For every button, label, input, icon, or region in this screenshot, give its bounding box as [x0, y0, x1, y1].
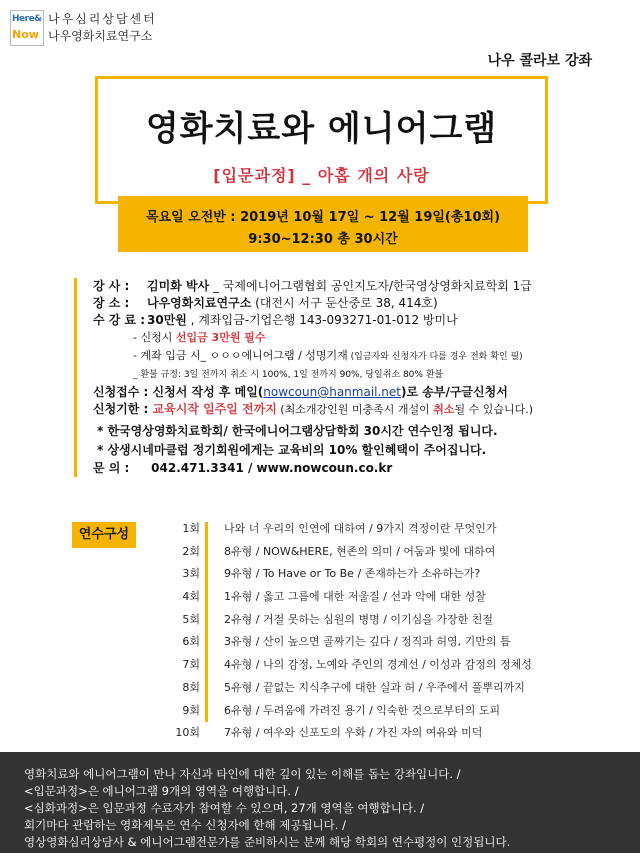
- session-number: 7회: [182, 658, 200, 672]
- footer-line: <심화과정>은 입문과정 수료자가 참여할 수 있으며, 27개 영역을 여행합니다. /: [24, 801, 425, 815]
- contact-value[interactable]: 042.471.3341 / www.nowcoun.co.kr: [147, 461, 393, 475]
- session-number: 4회: [182, 590, 200, 604]
- logo-here-text: Here&: [12, 14, 42, 24]
- page-subtitle: [입문과정] _ 아홉 개의 사랑: [213, 166, 430, 185]
- deadline-label: 신청기한 :: [93, 402, 153, 416]
- deposit-row: [93, 329, 614, 347]
- footer: [0, 752, 640, 853]
- venue-name: 나우영화치료연구소: [147, 296, 252, 310]
- deadline-cancel: 취소: [433, 403, 455, 416]
- instructor-name: 김미화 박사: [147, 279, 210, 293]
- session-number: 10회: [175, 726, 200, 740]
- page-title: 영화치료와 에니어그램: [145, 109, 498, 149]
- venue-address: (대전시 서구 둔산중로 38, 414호): [251, 296, 438, 310]
- session-number: 3회: [182, 567, 200, 581]
- deadline-mid: (최소개강인원 미충족시 개설이: [276, 403, 434, 416]
- title-box: [95, 76, 548, 204]
- session-number: 8회: [182, 680, 200, 694]
- session-description: 7유형 / 여우와 신포도의 우화 / 가진 자의 여유와 미덕: [224, 726, 483, 740]
- logo-now-text: Now: [12, 28, 39, 41]
- apply-text: 신청서 작성 후 메일(: [152, 385, 264, 399]
- info-section: [74, 278, 614, 477]
- session-description: 3유형 / 산이 높으면 골짜기는 깊다 / 정직과 허영, 기만의 틈: [224, 635, 511, 649]
- session-description: 나와 너 우리의 인연에 대하여 / 9가지 격정이란 무엇인가: [224, 522, 497, 535]
- schedule-dates: 목요일 오전반 : 2019년 10월 17일 ~ 12월 19일(총10회): [145, 210, 501, 225]
- apply-text-end: )로 송부/구글신청서: [401, 385, 508, 399]
- session-description: 5유형 / 끝없는 지식추구에 대한 실과 허 / 우주에서 풀뿌리까지: [224, 680, 525, 694]
- footer-line: 영상영화심리상담사 & 에니어그램전문가를 준비하시는 분께 해당 학회의 연수평정이 인정됩니다.: [24, 835, 511, 849]
- session-number: 2회: [182, 544, 200, 558]
- list-item: [168, 518, 608, 541]
- session-number: 6회: [182, 635, 200, 649]
- refund-row: _ 환불 규정: 3일 전까지 취소 시 100%, 1일 전까지 90%, 당일취소 80% 환불: [133, 370, 444, 380]
- list-item: [168, 677, 608, 700]
- org-name-film-institute: 나우영화치료연구소: [48, 29, 153, 43]
- apply-email-link[interactable]: nowcoun@hanmail.net: [263, 385, 401, 399]
- footer-line: 회기마다 관람하는 영화제목은 연수 신청자에 한해 제공됩니다. /: [24, 818, 346, 832]
- footer-line: 영화치료와 에니어그램이 만나 자신과 타인에 대한 깊이 있는 이해를 돕는 강좌입니다. /: [24, 767, 461, 781]
- fee-row: [93, 312, 614, 329]
- session-description: 2유형 / 거절 못하는 심원의 병명 / 이기심을 가장한 친절: [224, 612, 494, 626]
- venue-row: [93, 295, 614, 312]
- list-item: [168, 654, 608, 677]
- instructor-label: 강 사 :: [93, 279, 130, 293]
- schedule-hours: 9:30~12:30 총 30시간: [248, 232, 398, 247]
- curriculum-label: 연수구성: [72, 522, 136, 548]
- list-item: [168, 563, 608, 586]
- session-number: 9회: [182, 703, 200, 717]
- contact-label: 문 의 :: [93, 461, 130, 475]
- deposit-required: 선입금 3만원 필수: [175, 331, 266, 344]
- venue-label: 장 소 :: [93, 296, 130, 310]
- session-description: 6유형 / 두려움에 가려진 용기 / 익숙한 것으로부터의 도피: [224, 703, 501, 717]
- list-item: [168, 700, 608, 723]
- footer-line: <입문과정>은 에니어그램 9개의 영역을 여행합니다. /: [24, 784, 299, 798]
- list-item: [168, 631, 608, 654]
- account-small-note: (입금자와 신청자가 다를 경우 전화 확인 필): [347, 352, 523, 362]
- session-number: 5회: [182, 612, 200, 626]
- deadline-row: [93, 401, 614, 418]
- session-description: 4유형 / 나의 감정, 노예와 주인의 경계선 / 이성과 감정의 정체성: [224, 658, 532, 672]
- contact-row: [93, 460, 614, 477]
- session-description: 1유형 / 옳고 그름에 대한 저울질 / 선과 악에 대한 성찰: [224, 590, 486, 604]
- schedule-box: [118, 196, 528, 252]
- account-note: - 계좌 입금 시_ ㅇㅇㅇ에니어그램 / 성명기재: [133, 349, 348, 362]
- logo: [10, 10, 44, 46]
- apply-row: [93, 384, 614, 401]
- instructor-row: [93, 278, 614, 295]
- session-number: 1회: [182, 522, 200, 535]
- discount-note: * 상생시네마클럽 정기회원에게는 교육비의 10% 할인혜택이 주어집니다.: [97, 443, 487, 457]
- fee-label: 수 강 료 :: [93, 313, 146, 327]
- accreditation-note: * 한국영상영화치료학회/ 한국에니어그램상담학회 30시간 연수인정 됩니다.: [97, 424, 498, 438]
- session-description: 9유형 / To Have or To Be / 존재하는가 소유하는가?: [224, 567, 481, 581]
- deposit-prefix: - 신청시: [133, 331, 176, 344]
- account-note-row: [93, 347, 614, 366]
- list-item: [168, 586, 608, 609]
- deadline-end: 될 수 있습니다.): [454, 403, 534, 416]
- deadline-value: 교육시작 일주일 전까지: [152, 402, 277, 416]
- fee-bank: , 계좌입금-기업은행 143-093271-01-012 방미나: [186, 313, 458, 327]
- session-description: 8유형 / NOW&HERE, 현존의 의미 / 어둠과 빛에 대하여: [224, 544, 496, 558]
- list-item: [168, 541, 608, 564]
- list-item: [168, 609, 608, 632]
- fee-amount: 30만원: [147, 313, 187, 327]
- apply-label: 신청접수 :: [93, 385, 153, 399]
- instructor-desc: _ 국제에니어그램협회 공인지도자/한국영상영화치료학회 1급: [209, 279, 532, 293]
- org-name-counseling: 나우심리상담센터: [48, 12, 157, 26]
- list-item: [168, 722, 608, 745]
- collab-label: 나우 콜라보 강좌: [487, 53, 592, 69]
- curriculum-list: [168, 518, 608, 745]
